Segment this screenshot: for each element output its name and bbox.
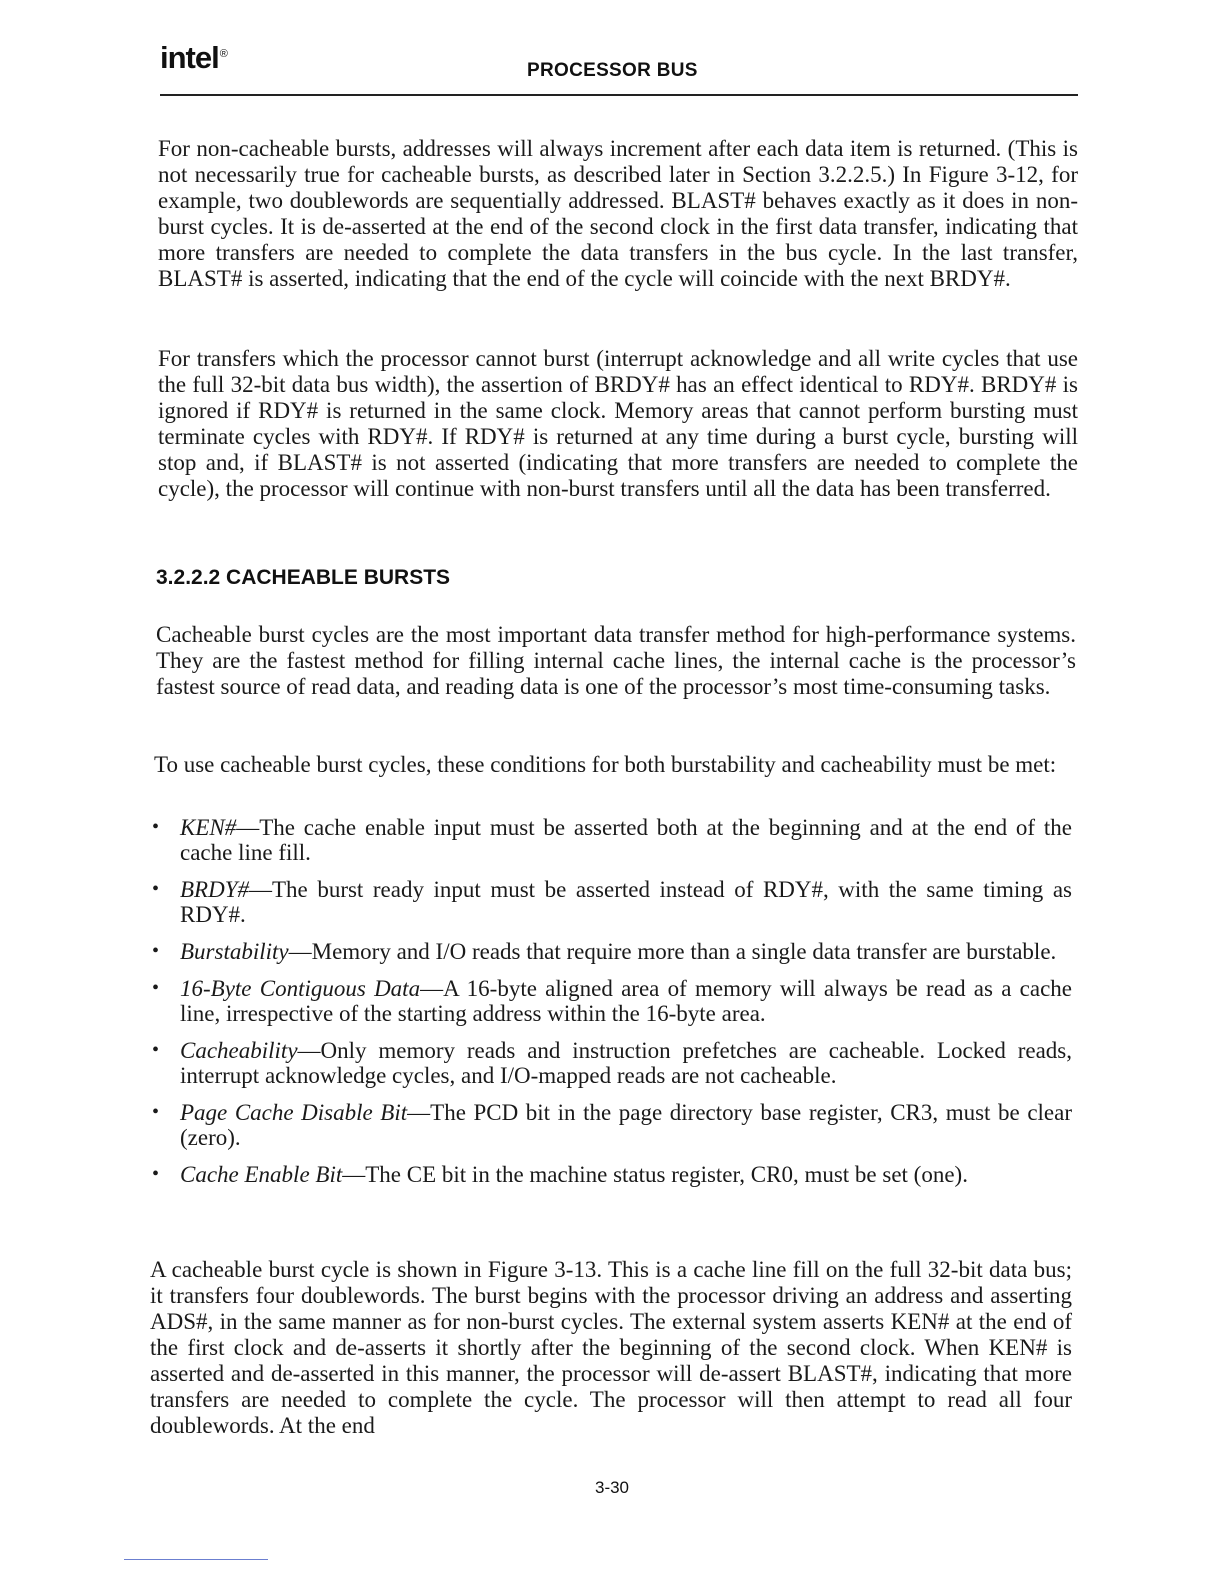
list-item <box>150 939 1072 964</box>
list-item <box>150 877 1072 927</box>
footer-rule <box>124 1559 268 1560</box>
conditions-list <box>150 815 1072 1199</box>
term-dash: — <box>420 976 444 1001</box>
logo-text: intel <box>160 40 219 75</box>
condition-text: The cache enable input must be asserted both at the beginning and at the end of the cache line fill. <box>180 815 1072 865</box>
intel-logo <box>160 40 227 76</box>
condition-term: KEN# <box>180 815 237 840</box>
condition-text: Only memory reads and instruction prefetches are cacheable. Locked reads, interrupt acknowledge cycles, and I/O-mapped reads are not cacheable. <box>180 1038 1072 1088</box>
condition-term: 16-Byte Contiguous Data <box>180 976 421 1001</box>
condition-text: The PCD bit in the page directory base register, CR3, must be clear (zero). <box>180 1100 1072 1150</box>
paragraph-non-burstable-transfers: For transfers which the processor cannot burst (interrupt acknowledge and all write cycles that use the full 32-bit data bus width), the assertion of BRDY# has an effect identical to RDY#. BRDY# is ignored if RDY# is returned in the same clock. Memory areas that cannot perform bursting must terminate cycles with RDY#. If RDY# is returned at any time during a burst cycle, bursting will stop and, if BLAST# is not asserted (indicating that more transfers are needed to complete the cycle), the processor will continue with non-burst transfers until all the data has been transferred. <box>158 346 1078 501</box>
term-dash: — <box>288 939 312 964</box>
page-number: 3-30 <box>594 1478 630 1497</box>
list-item <box>150 1162 1072 1187</box>
section-heading: 3.2.2.2 CACHEABLE BURSTS <box>156 566 451 589</box>
condition-text: The CE bit in the machine status register, CR0, must be set (one). <box>365 1162 968 1187</box>
term-dash: — <box>342 1162 366 1187</box>
term-dash: — <box>249 877 272 902</box>
condition-term: Burstability <box>180 939 289 964</box>
running-header-title: PROCESSOR BUS <box>527 60 698 81</box>
condition-term: Cache Enable Bit <box>180 1162 343 1187</box>
term-dash: — <box>297 1038 321 1063</box>
list-item <box>150 976 1072 1026</box>
header-rule <box>160 94 1078 96</box>
paragraph-cacheable-burst-intro: Cacheable burst cycles are the most important data transfer method for high-performance systems. They are the fastest method for filling internal cache lines, the internal cache is the processor’s fastest source of read data, and reading data is one of the processor’s most time-consuming tasks. <box>156 622 1076 699</box>
paragraph-cacheable-burst-example: A cacheable burst cycle is shown in Figure 3-13. This is a cache line fill on the full 32-bit data bus; it transfers four doublewords. The burst begins with the processor driving an address and asserting ADS#, in the same manner as for non-burst cycles. The external system asserts KEN# at the end of the first clock and de-asserts it shortly after the beginning of the second clock. When KEN# is asserted and de-asserted in this manner, the processor will de-assert BLAST#, indicating that more transfers are needed to complete the cycle. The processor will then attempt to read all four doublewords. At the end <box>150 1257 1072 1438</box>
condition-text: Memory and I/O reads that require more than a single data transfer are burstable. <box>311 939 1057 964</box>
condition-term: Page Cache Disable Bit <box>180 1100 408 1125</box>
condition-text: The burst ready input must be asserted instead of RDY#, with the same timing as RDY#. <box>180 877 1072 927</box>
list-item <box>150 1100 1072 1150</box>
term-dash: — <box>407 1100 431 1125</box>
list-item <box>150 1038 1072 1088</box>
paragraph-non-cacheable-bursts: For non-cacheable bursts, addresses will always increment after each data item is returned. (This is not necessarily true for cacheable bursts, as described later in Section 3.2.2.5.) In Figure 3-12, for example, two doublewords are sequentially addressed. BLAST# behaves exactly as it does in non-burst cycles. It is de-asserted at the end of the second clock in the first data transfer, indicating that more transfers are needed to complete the data transfers in the bus cycle. In the last transfer, BLAST# is asserted, indicating that the end of the cycle will coincide with the next BRDY#. <box>158 136 1078 291</box>
paragraph-conditions-intro: To use cacheable burst cycles, these conditions for both burstability and cacheability must be met: <box>154 752 1057 777</box>
condition-text: A 16-byte aligned area of memory will always be read as a cache line, irrespective of the starting address within the 16-byte area. <box>180 976 1072 1026</box>
term-dash: — <box>236 815 260 840</box>
list-item <box>150 815 1072 865</box>
condition-term: Cacheability <box>180 1038 298 1063</box>
condition-term: BRDY# <box>180 877 249 902</box>
registered-mark: ® <box>219 47 227 60</box>
